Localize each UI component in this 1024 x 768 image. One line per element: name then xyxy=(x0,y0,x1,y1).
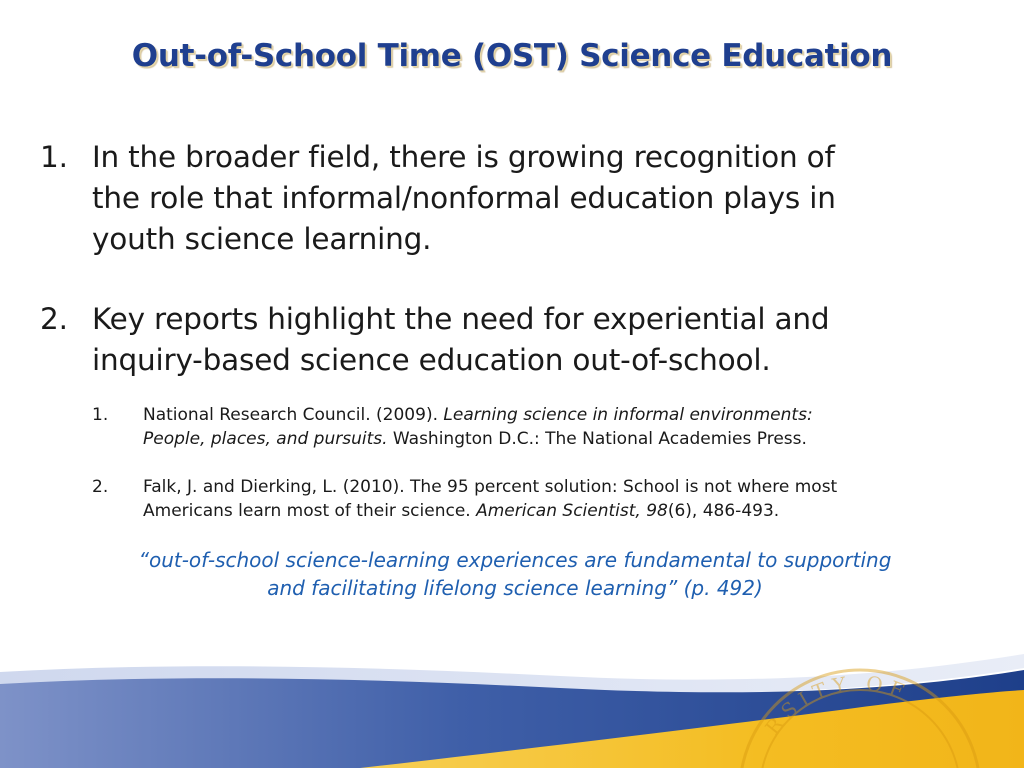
main-point-list xyxy=(40,137,990,381)
quote-line: “out-of-school science-learning experiences are fundamental to supporting xyxy=(138,548,892,572)
reference-list xyxy=(92,403,992,523)
reference-number: 2. xyxy=(92,477,109,497)
reference-text: National Research Council. (2009). xyxy=(143,405,444,425)
reference-text: Americans learn most of their science. xyxy=(143,501,477,521)
university-seal-lettering: RSITY OF xyxy=(760,670,914,740)
reference-item xyxy=(92,403,992,451)
main-point-number: 2. xyxy=(40,302,68,336)
reference-pages: (6), 486-493. xyxy=(667,501,780,521)
main-point xyxy=(40,137,990,260)
main-point-text-line: youth science learning. xyxy=(92,222,432,256)
slide-title: Out-of-School Time (OST) Science Education xyxy=(131,38,893,74)
main-point-text-line: Key reports highlight the need for experiential and xyxy=(92,302,830,336)
main-point-text-line: inquiry-based science education out-of-school. xyxy=(92,343,771,377)
reference-number: 1. xyxy=(92,405,109,425)
main-point-number: 1. xyxy=(40,140,68,174)
main-point-text-line: In the broader field, there is growing recognition of xyxy=(92,140,835,174)
main-point xyxy=(40,299,990,381)
reference-journal: American Scientist, 98 xyxy=(476,501,668,521)
reference-title: Learning science in informal environments: xyxy=(443,405,813,425)
main-point-text-line: the role that informal/nonformal education plays in xyxy=(92,181,836,215)
quote xyxy=(40,546,990,602)
quote-line: and facilitating lifelong science learning” (p. 492) xyxy=(267,576,763,600)
reference-text: Falk, J. and Dierking, L. (2010). The 95 percent solution: School is not where most xyxy=(143,477,838,497)
reference-title: People, places, and pursuits. xyxy=(143,429,388,449)
reference-item xyxy=(92,475,992,523)
reference-publisher: Washington D.C.: The National Academies Press. xyxy=(387,429,807,449)
footer-wave-banner xyxy=(0,640,1024,768)
